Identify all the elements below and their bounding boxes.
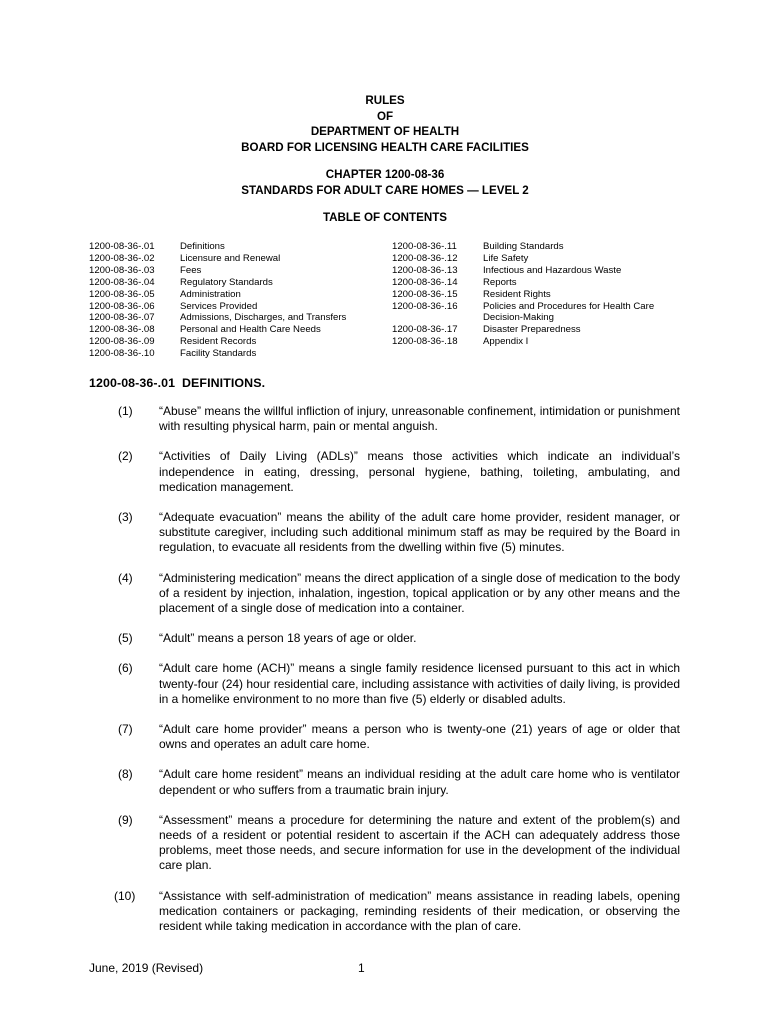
toc-entry — [392, 312, 654, 324]
chapter-number: CHAPTER 1200-08-36 — [325, 168, 445, 181]
header-board: BOARD FOR LICENSING HEALTH CARE FACILITIES — [241, 140, 529, 154]
toc-entry — [89, 312, 346, 324]
document-header — [0, 93, 770, 226]
toc-entry-title: Reports — [483, 276, 517, 288]
toc-entry — [89, 348, 346, 360]
definition-text: “Adult care home provider” means a person who is twenty-one (21) years of age or older that owns and operates an adult care home. — [159, 722, 680, 752]
header-rules: RULES — [365, 94, 405, 107]
definition-text: “Adult care home (ACH)” means a single family residence licensed pursuant to this act in which twenty-four (24) hour residential care, including assistance with activities of daily living, is provided in a homelike environment to no more than five (5) elderly or disabled adults. — [159, 661, 680, 706]
section-heading — [89, 376, 265, 390]
toc-entry — [392, 289, 654, 301]
header-of: OF — [376, 109, 394, 123]
definition-number: (7) — [118, 722, 133, 737]
footer-date: June, 2019 (Revised) — [89, 961, 204, 975]
toc-left-column — [89, 241, 346, 360]
toc-entry — [392, 277, 654, 289]
definitions-list — [0, 404, 770, 934]
definition-text: “Adult care home resident” means an individual residing at the adult care home who is ventilator dependent or who suffers from a traumatic brain injury. — [159, 767, 680, 797]
definition-item — [0, 813, 770, 874]
toc-entry-number: 1200-08-36-.03 — [89, 264, 155, 276]
toc-heading: TABLE OF CONTENTS — [322, 211, 448, 224]
toc-entry-title: Resident Rights — [483, 288, 551, 300]
definition-text: “Administering medication” means the direct application of a single dose of medication to the body of a resident by injection, inhalation, ingestion, topical application or by any other means and the placement of a single dose of medication into a container. — [159, 570, 680, 616]
toc-entry-title: Life Safety — [483, 252, 529, 264]
definition-item — [0, 661, 770, 707]
definition-item — [0, 510, 770, 556]
toc-entry-number: 1200-08-36-.08 — [89, 324, 155, 336]
toc-entry-number: 1200-08-36-.02 — [89, 252, 155, 264]
toc-entry — [392, 265, 654, 277]
toc-entry-number: 1200-08-36-.14 — [392, 276, 458, 288]
toc-entry-title: Policies and Procedures for Health Care — [483, 300, 655, 312]
definition-number: (3) — [118, 510, 133, 525]
toc-entry-title: Admissions, Discharges, and Transfers — [180, 312, 347, 324]
toc-entry — [392, 324, 654, 336]
definition-number: (2) — [118, 449, 133, 464]
toc-entry-number: 1200-08-36-.01 — [89, 241, 155, 252]
toc-entry-title: Facility Standards — [180, 348, 257, 360]
toc-entry — [392, 301, 654, 313]
definition-number: (5) — [118, 631, 133, 646]
toc-entry — [392, 336, 654, 348]
definition-number: (6) — [118, 661, 133, 676]
toc-entry-title: Regulatory Standards — [180, 276, 273, 288]
toc-entry — [89, 301, 346, 313]
definition-item — [0, 889, 770, 935]
toc-entry — [89, 324, 346, 336]
toc-entry-number: 1200-08-36-.16 — [392, 300, 458, 312]
definition-text: “Activities of Daily Living (ADLs)” means those activities which indicate an individual’s independence in eating, dressing, personal hygiene, bathing, toileting, ambulating, and medication management. — [159, 449, 680, 494]
toc-entry-number: 1200-08-36-.17 — [392, 324, 458, 336]
toc-entry-title: Resident Records — [180, 336, 257, 348]
definition-item — [0, 404, 770, 434]
toc-entry — [89, 241, 346, 253]
definition-number: (8) — [118, 767, 133, 782]
toc-entry-title: Fees — [180, 264, 202, 276]
toc-entry — [392, 241, 654, 253]
definition-text: “Abuse” means the willful infliction of injury, unreasonable confinement, intimidation or punishment with resulting physical harm, pain or mental anguish. — [159, 404, 680, 434]
toc-entry — [89, 336, 346, 348]
toc-right-column — [392, 241, 654, 348]
toc-entry-number: 1200-08-36-.05 — [89, 288, 155, 300]
definition-number: (10) — [114, 888, 136, 903]
definition-item — [0, 571, 770, 617]
toc-entry-number: 1200-08-36-.09 — [89, 336, 155, 348]
definition-number: (1) — [118, 404, 133, 418]
toc-entry-title: Decision-Making — [483, 312, 554, 324]
toc-entry-title: Licensure and Renewal — [180, 252, 281, 264]
toc-entry-number — [392, 312, 483, 324]
definition-number: (4) — [118, 570, 133, 585]
toc-entry-title: Disaster Preparedness — [483, 324, 581, 336]
toc-entry — [89, 277, 346, 289]
toc-entry-title: Appendix I — [483, 336, 529, 348]
page-number: 1 — [358, 961, 365, 975]
toc-entry-number: 1200-08-36-.06 — [89, 300, 155, 312]
definition-item — [0, 767, 770, 797]
toc-entry-number: 1200-08-36-.13 — [392, 264, 458, 276]
section-title: DEFINITIONS. — [182, 376, 266, 390]
toc-entry — [89, 253, 346, 265]
section-number: 1200-08-36-.01 — [89, 376, 176, 390]
definition-number: (9) — [118, 812, 133, 827]
toc-entry — [392, 253, 654, 265]
chapter-title: STANDARDS FOR ADULT CARE HOMES — LEVEL 2 — [241, 183, 529, 197]
toc-entry-number: 1200-08-36-.15 — [392, 288, 458, 300]
toc-entry — [89, 289, 346, 301]
header-department: DEPARTMENT OF HEALTH — [310, 125, 460, 138]
toc-entry-number: 1200-08-36-.11 — [392, 241, 457, 252]
definition-item — [0, 631, 770, 646]
definition-text: “Adequate evacuation” means the ability of the adult care home provider, resident manager, or substitute caregiver, including such additional minimum staff as may be required by the Board in regulation, to evacuate all residents from the dwelling within five (5) minutes. — [159, 510, 680, 555]
toc-entry-number: 1200-08-36-.12 — [392, 252, 458, 264]
toc-entry-title: Services Provided — [180, 300, 258, 312]
toc-entry-number: 1200-08-36-.10 — [89, 348, 155, 360]
definition-text: “Assistance with self-administration of medication” means assistance in reading labels, opening medication containers or packaging, reminding residents of their medication, or observing the resident while taking medication in accordance with the plan of care. — [159, 888, 680, 934]
toc-entry-title: Building Standards — [483, 241, 564, 252]
toc-entry-number: 1200-08-36-.04 — [89, 276, 155, 288]
definition-text: “Assessment” means a procedure for determining the nature and extent of the problem(s) and needs of a resident or potential resident to ascertain if the ACH can adequately address those problems, meet those needs, and secure information for use in the development of the individual care plan. — [159, 812, 680, 873]
toc-entry-number: 1200-08-36-.07 — [89, 312, 155, 324]
toc-entry-title: Personal and Health Care Needs — [180, 324, 321, 336]
definition-item — [0, 449, 770, 495]
toc-entry-title: Definitions — [180, 241, 225, 252]
toc-entry-number: 1200-08-36-.18 — [392, 336, 458, 348]
definition-text: “Adult” means a person 18 years of age or older. — [159, 631, 417, 646]
definition-item — [0, 722, 770, 752]
toc-entry-title: Infectious and Hazardous Waste — [483, 264, 622, 276]
toc-entry-title: Administration — [180, 288, 241, 300]
toc-entry — [89, 265, 346, 277]
